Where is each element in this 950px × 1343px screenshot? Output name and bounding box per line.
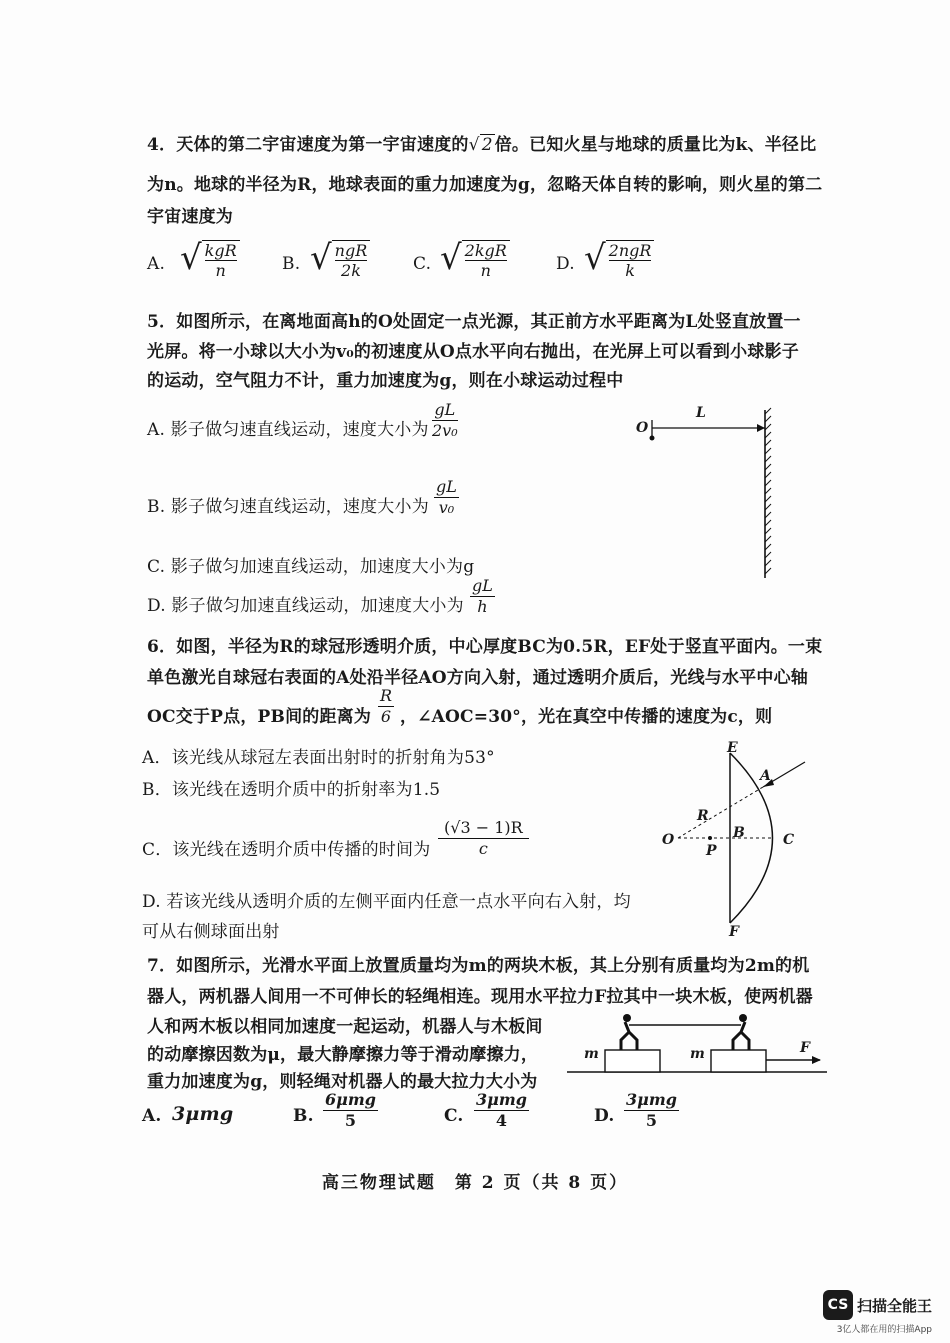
scanner-app-name: 扫描全能王 xyxy=(856,1296,932,1315)
q5-option-c: C. 影子做匀加速直线运动，加速度大小为g xyxy=(147,557,475,577)
scanner-logo-icon: CS xyxy=(823,1290,853,1320)
q6-line3b: ，∠AOC=30°，光在真空中传播的速度为c，则 xyxy=(400,707,773,727)
q7-figure-label-m1: m xyxy=(584,1046,599,1062)
q7-figure xyxy=(565,1010,830,1080)
q6-option-b: B．该光线在透明介质中的折射率为1.5 xyxy=(142,780,441,800)
q7-line4: 的动摩擦因数为μ，最大静摩擦力等于滑动摩擦力， xyxy=(147,1045,539,1065)
q4-option-c-formula: √ 2kgR n xyxy=(440,236,510,280)
q4-option-a-label: A. xyxy=(147,254,166,274)
q4-line1: 4．天体的第二宇宙速度为第一宇宙速度的√ 2 倍。已知火星与地球的质量比为k、半径比 xyxy=(147,135,817,155)
q6-figure-label-f: F xyxy=(729,924,739,940)
q5-figure xyxy=(630,400,790,585)
q7-figure-label-f: F xyxy=(800,1040,810,1056)
scanner-watermark xyxy=(823,1290,932,1320)
q7-option-c-fraction: 3μmg 4 xyxy=(476,1090,527,1130)
q4-line2: 为n。地球的半径为R，地球表面的重力加速度为g，忽略天体自转的影响，则火星的第二 xyxy=(147,175,823,195)
q5-line1: 5．如图所示，在离地面高h的O处固定一点光源，其正前方水平距离为L处竖直放置一 xyxy=(147,312,801,332)
q5-figure-label-o: O xyxy=(636,420,649,436)
q6-option-c: C．该光线在透明介质中传播的时间为 xyxy=(142,840,431,860)
q5-option-b-fraction: $\frac{gL}{\text{v₀}}$ xyxy=(436,477,457,517)
q7-option-c-label: C. xyxy=(444,1106,464,1126)
q4-option-b-formula: √ ngR 2k xyxy=(310,236,370,280)
q6-figure-label-p: P xyxy=(706,843,717,859)
q6-option-d-line1: D. 若该光线从透明介质的左侧平面内任意一点水平向右入射，均 xyxy=(142,892,631,912)
q7-option-a-label: A. xyxy=(142,1106,162,1126)
q7-line5: 重力加速度为g，则轻绳对机器人的最大拉力大小为 xyxy=(147,1072,538,1092)
q7-option-b-label: B. xyxy=(293,1106,314,1126)
q5-figure-label-l: L xyxy=(696,405,706,421)
q6-figure-label-o: O xyxy=(662,832,675,848)
q7-option-d-fraction: 3μmg 5 xyxy=(626,1090,677,1130)
q6-figure-label-e: E xyxy=(727,740,738,756)
q4-option-a-formula: √ kgR n xyxy=(180,236,240,280)
q4-option-c-label: C. xyxy=(413,254,432,274)
q7-line1: 7．如图所示，光滑水平面上放置质量均为m的两块木板，其上分别有质量均为2m的机 xyxy=(147,956,810,976)
q7-line2: 器人，两机器人间用一不可伸长的轻绳相连。现用水平拉力F拉其中一块木板，使两机器 xyxy=(147,987,813,1007)
q6-figure-label-a: A xyxy=(760,768,771,784)
q6-figure-label-r: R xyxy=(697,808,709,824)
q6-line1: 6．如图，半径为R的球冠形透明介质，中心厚度BC为0.5R，EF处于竖直平面内。一束 xyxy=(147,637,823,657)
q5-option-a: A. 影子做匀速直线运动，速度大小为 xyxy=(147,420,429,440)
q4-option-d-label: D. xyxy=(556,254,575,274)
q7-figure-label-m2: m xyxy=(690,1046,705,1062)
q6-figure-label-c: C xyxy=(783,832,795,848)
q4-line3: 宇宙速度为 xyxy=(147,207,233,227)
q6-figure-label-b: B xyxy=(733,825,745,841)
q6-option-d-line2: 可从右侧球面出射 xyxy=(142,922,280,942)
q5-line3: 的运动，空气阻力不计，重力加速度为g，则在小球运动过程中 xyxy=(147,371,624,391)
q7-option-a-value: 3μmg xyxy=(172,1103,234,1125)
q5-line2: 光屏。将一小球以大小为v₀的初速度从O点水平向右抛出，在光屏上可以看到小球影子 xyxy=(147,342,799,362)
q7-line3: 人和两木板以相同加速度一起运动，机器人与木板间 xyxy=(147,1017,543,1037)
q5-option-d-fraction: $\frac{gL}{h}$ xyxy=(472,576,493,616)
q7-option-d-label: D. xyxy=(594,1106,615,1126)
page-footer: 高三物理试题 第 2 页（共 8 页） xyxy=(321,1173,629,1193)
q6-line3-fraction: $\frac{R}{6}$ xyxy=(380,686,393,726)
q6-option-c-fraction: $\frac{(√3 - 1)R}{c}$ xyxy=(438,818,529,859)
q4-option-d-formula: √ 2ngR k xyxy=(584,236,654,280)
q6-option-a: A．该光线从球冠左表面出射时的折射角为53° xyxy=(142,748,495,768)
q6-line2: 单色激光自球冠右表面的A处沿半径AO方向入射，通过透明介质后，光线与水平中心轴 xyxy=(147,668,808,688)
q7-option-b-fraction: 6μmg 5 xyxy=(325,1090,376,1130)
q4-option-b-label: B. xyxy=(282,254,301,274)
scanner-tagline: 3亿人都在用的扫描App xyxy=(836,1325,932,1335)
q5-option-a-fraction: $\frac{gL}{\text{2v₀}}$ xyxy=(432,400,458,440)
q6-line3a: OC交于P点，PB间的距离为 xyxy=(147,707,372,727)
q5-option-d: D. 影子做匀加速直线运动，加速度大小为 xyxy=(147,596,464,616)
q5-option-b: B. 影子做匀速直线运动，速度大小为 xyxy=(147,497,429,517)
